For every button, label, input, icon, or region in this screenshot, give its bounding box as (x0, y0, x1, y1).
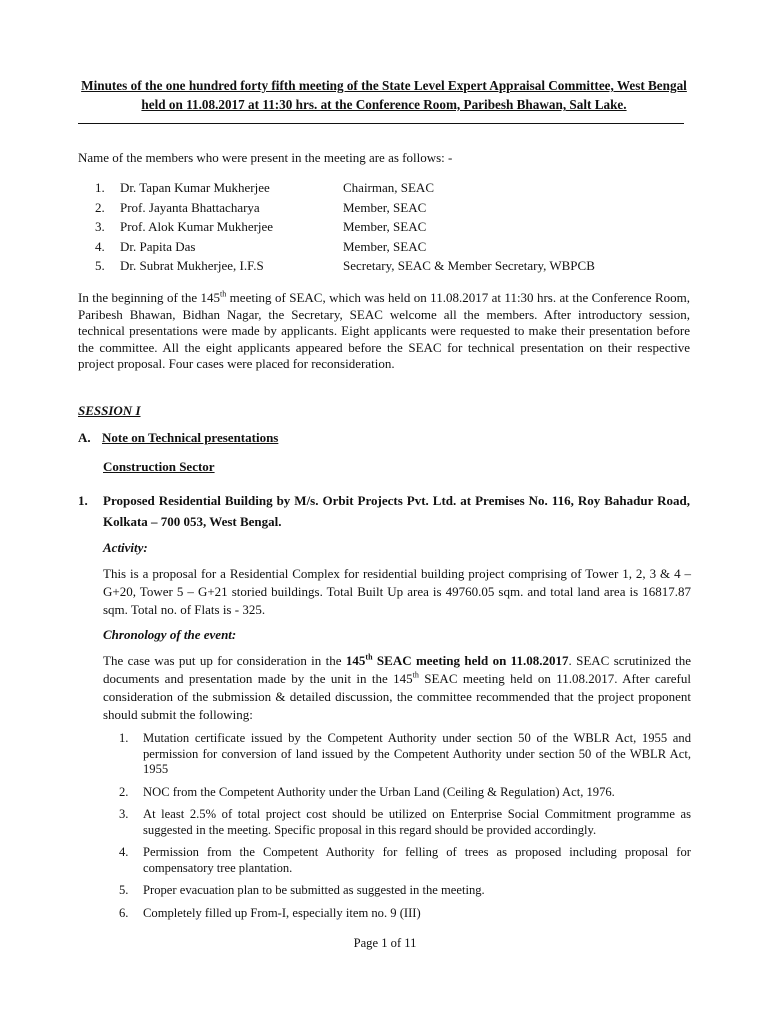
member-name: Prof. Jayanta Bhattacharya (120, 199, 260, 215)
page-title: Minutes of the one hundred forty fifth meeting of the State Level Expert Appraisal Committee, West Bengal held on 11.08.2017 at 11:30 hrs. at the Conference Room, Paribesh Bhawan, Salt Lake. (81, 78, 687, 112)
members-intro: Name of the members who were present in the meeting are as follows: - (78, 150, 453, 165)
list-item (103, 807, 691, 838)
activity-heading: Activity: (103, 540, 148, 555)
section-a-heading (78, 430, 278, 446)
activity-text: This is a proposal for a Residential Complex for residential building project comprising of Tower 1, 2, 3 & 4 – G+20, Tower 5 – G+21 storied buildings. Total Built Up area is 49760.05 sqm. and total land area is 16817.87 sqm. Total no. of Flats is - 325. (103, 566, 691, 617)
opening-text-rest: meeting of SEAC, which was held on 11.08.2017 at 11:30 hrs. at the Conference Room, Paribesh Bhawan, Bidhan Nagar, the Secretary, SEAC welcome all the members. After introductory session, technical presentations were made by applicants. Eight applicants were requested to make their presentation before the committee. All the eight applicants appeared before the SEAC for technical presentation on their respective project proposal. Four cases were placed for reconsideration. (78, 290, 690, 371)
chronology-text-end: SEAC meeting held on 11.08.2017. After careful consideration of the submission & detailed discussion, the committee recommended that the project proponent should submit the following: (103, 671, 691, 722)
member-row (78, 200, 698, 220)
item-number: 1. (119, 731, 129, 745)
list-item (103, 906, 691, 922)
member-number: 2. (95, 199, 105, 215)
ordinal-suffix: th (220, 289, 227, 299)
page-number: Page 1 of 11 (353, 936, 417, 950)
member-role: Member, SEAC (343, 199, 427, 215)
member-name: Prof. Alok Kumar Mukherjee (120, 219, 274, 234)
item-number: 2. (119, 784, 129, 799)
member-role: Member, SEAC (343, 238, 427, 254)
member-number: 3. (95, 219, 105, 234)
title-divider (78, 123, 684, 124)
opening-text-start: In the beginning of the 145 (78, 290, 221, 305)
member-number: 4. (95, 238, 105, 254)
item-number: 6. (119, 905, 129, 920)
item-text: NOC from the Competent Authority under the Urban Land (Ceiling & Regulation) Act, 1976. (143, 784, 615, 799)
project-number: 1. (78, 493, 88, 508)
member-row (78, 239, 698, 259)
member-row (78, 180, 698, 200)
section-title: Note on Technical presentations (102, 430, 279, 445)
item-number: 3. (119, 807, 129, 821)
member-role: Chairman, SEAC (343, 180, 434, 195)
chronology-text (103, 652, 691, 724)
list-item (103, 883, 691, 899)
member-name: Dr. Tapan Kumar Mukherjee (120, 180, 270, 195)
member-role: Secretary, SEAC & Member Secretary, WBPCB (343, 258, 595, 273)
item-text: At least 2.5% of total project cost should be utilized on Enterprise Social Commitment programme as suggested in the meeting. Specific proposal in this regard should be provided accordingly. (143, 807, 691, 837)
chronology-text-mid: . SEAC scrutinized the documents and presentation made by the unit in the 145 (103, 653, 691, 686)
project-title: Proposed Residential Building by M/s. Orbit Projects Pvt. Ltd. at Premises No. 116, Roy Bahadur Road, Kolkata – 700 053, West Bengal. (103, 493, 690, 529)
list-item (103, 731, 691, 778)
meeting-date: SEAC meeting held on 11.08.2017 (372, 653, 569, 668)
ordinal-suffix: th (412, 670, 419, 680)
member-row (78, 219, 698, 239)
session-heading: SESSION I (78, 403, 141, 418)
chronology-text-start: The case was put up for consideration in the (103, 653, 346, 668)
meeting-number: 145 (345, 653, 366, 668)
list-item (103, 845, 691, 876)
project-heading (78, 490, 690, 532)
ordinal-suffix: th (365, 652, 373, 662)
item-text: Proper evacuation plan to be submitted as suggested in the meeting. (143, 883, 485, 897)
list-item (103, 785, 691, 801)
member-name: Dr. Papita Das (120, 238, 196, 254)
meeting-reference (346, 653, 569, 668)
member-name: Dr. Subrat Mukherjee, I.F.S (120, 258, 264, 273)
item-text: Mutation certificate issued by the Competent Authority under section 50 of the WBLR Act, 1955 and permission for conversion of land issued by the Competent Authority under section 50 of the WBLR Act, 1955 (143, 731, 691, 776)
item-text: Permission from the Competent Authority for felling of trees as proposed including proposal for compensatory tree plantation. (143, 845, 691, 875)
member-number: 1. (95, 180, 105, 195)
item-number: 5. (119, 883, 129, 897)
member-role: Member, SEAC (343, 219, 427, 234)
opening-paragraph (78, 290, 690, 373)
requirements-list (103, 731, 691, 928)
chronology-heading: Chronology of the event: (103, 627, 237, 642)
sector-heading: Construction Sector (103, 459, 215, 474)
member-row (78, 258, 698, 278)
section-label: A. (78, 430, 91, 445)
item-text: Completely filled up From-I, especially item no. 9 (III) (143, 905, 421, 920)
member-number: 5. (95, 258, 105, 273)
item-number: 4. (119, 845, 129, 859)
members-list (78, 180, 698, 278)
